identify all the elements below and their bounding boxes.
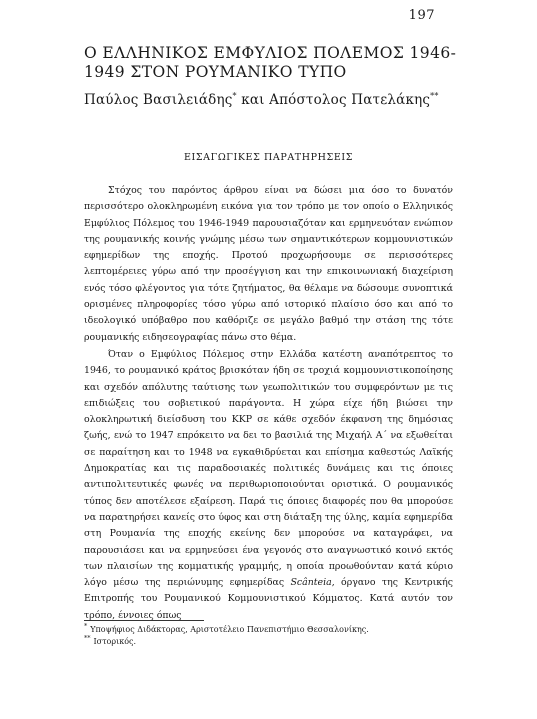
newspaper-name: Scânteia bbox=[290, 577, 332, 589]
footnote bbox=[84, 624, 464, 636]
paragraph-text: , όργανο της Κεντρικής Επιτροπής του Ρουμανικού Κομμουνιστικού Κόμματος. Κατά αυτόν τον τρόπο, έννοιες όπως bbox=[84, 577, 453, 621]
footnote-text: Υποψήφιος Διδάκτορας, Αριστοτέλειο Πανεπιστήμιο Θεσσαλονίκης. bbox=[90, 625, 369, 634]
article-title: Ο ΕΛΛΗΝΙΚΟΣ ΕΜΦΥΛΙΟΣ ΠΟΛΕΜΟΣ 1946-1949 ΣΤΟΝ ΡΟΥΜΑΝΙΚΟ ΤΥΠΟ bbox=[84, 44, 457, 81]
authors-line bbox=[84, 92, 484, 108]
author-conjunction: και bbox=[236, 92, 270, 108]
section-heading: ΕΙΣΑΓΩΓΙΚΕΣ ΠΑΡΑΤΗΡΗΣΕΙΣ bbox=[183, 152, 354, 163]
footnote bbox=[84, 636, 464, 648]
footnote-marker: * bbox=[232, 91, 237, 101]
paragraph-text: Όταν ο Εμφύλιος Πόλεμος στην Ελλάδα κατέστη αναπότρεπτος το 1946, το ρουμανικό κράτος βρισκόταν ήδη σε τροχιά κομμουνιστικοποίησης και σχεδόν απόλυτης ταύτισης των γεωπολιτικών του συμφερόντων με τις επιδιώξεις του σοβιετικού παράγοντα. Η χώρα είχε ήδη βιώσει την ολοκληρωτική διείσδυση του ΚΚΡ σε κάθε σχεδόν έκφανση της δημόσιας ζωής, ενώ το 1947 επρόκειτο να δει το βασιλιά της Μιχαήλ Α΄ να εξωθείται σε παραίτηση και το 1948 να εγκαθιδρύεται και επίσημα καθεστώς Λαϊκής Δημοκρατίας και τις παραδοσιακές πολιτικές δυνάμεις και τις όποιες αντιπολιτευτικές φωνές να περιθωριοποιούνται οριστικά. Ο ρουμανικός τύπος δεν αποτέλεσε εξαίρεση. Παρά τις όποιες διαφορές που θα μπορούσε να παρατηρήσει κανείς στο ύφος και στη διάταξη της ύλης, καμία εφημερίδα στη Ρουμανία της εποχής εκείνης δεν μπορούσε να καταγράφει, να παρουσιάσει και να ερμηνεύσει ένα γεγονός στο αναγνωστικό κοινό εκτός των πλαισίων της κομματικής γραμμής, η οποία προωθούνταν κατά κύριο λόγο μέσω της περιώνυμης εφημερίδας bbox=[84, 348, 453, 589]
footnote-marker: * bbox=[84, 622, 88, 631]
footnote-text: Ιστορικός. bbox=[93, 637, 137, 646]
author-name: Παύλος Βασιλειάδης bbox=[84, 92, 233, 108]
article-body bbox=[84, 183, 453, 624]
footnotes bbox=[84, 624, 464, 648]
body-paragraph: Στόχος του παρόντος άρθρου είναι να δώσει μια όσο το δυνατόν περισσότερο ολοκληρωμένη εικόνα για τον τρόπο με τον οποίο ο Ελληνικός Εμφύλιος Πόλεμος του 1946-1949 παρουσιαζόταν και ερμηνευόταν ενώπιον της ρουμανικής κοινής γνώμης μέσω των σημαντικότερων κομμουνιστικών εφημερίδων της εποχής. Προτού προχωρήσουμε σε περισσότερες λεπτομέρειες γύρω από την προσέγγιση και την επικοινωνιακή διαχείριση ενός τόσο φλέγοντος για τότε ζητήματος, θα θέλαμε να δώσουμε συνοπτικά ορισμένες πληροφορίες τόσο γύρω από ιστορικό πλαίσιο όσο και από το ιδεολογικό υπόβαθρο που καθόριζε σε μεγάλο βαθμό την στάση της τότε ρουμανικής ειδησεογραφίας πάνω στο θέμα. bbox=[84, 185, 453, 343]
footnote-divider bbox=[84, 620, 204, 621]
body-paragraph bbox=[84, 347, 453, 624]
footnote-marker: ** bbox=[84, 634, 91, 643]
page-number: 197 bbox=[408, 8, 435, 23]
footnote-marker: ** bbox=[430, 91, 439, 101]
author-name: Απόστολος Πατελάκης bbox=[269, 92, 431, 108]
